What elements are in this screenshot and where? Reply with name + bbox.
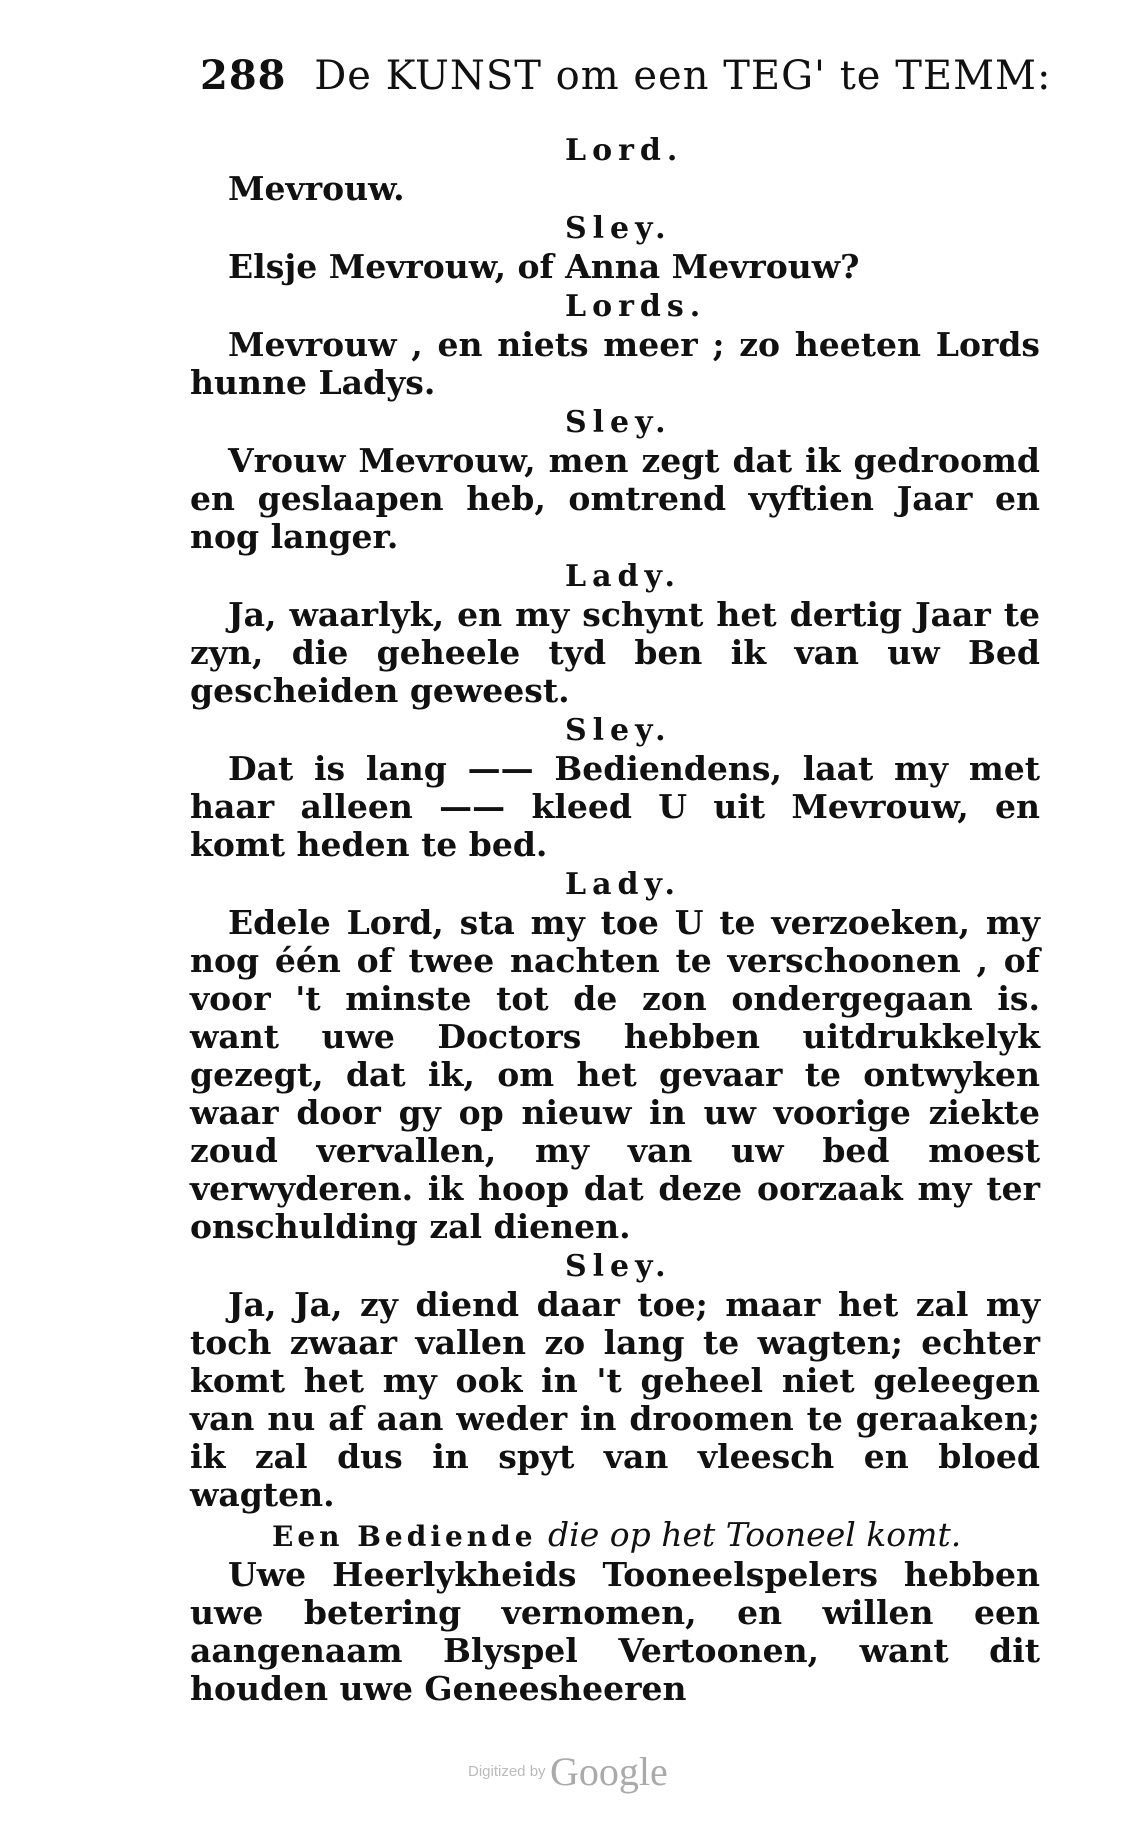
dialogue-paragraph: Ja, Ja, zy diend daar toe; maar het zal my toch zwaar vallen zo lang te wagten; echter komt het my ook in 't geheel niet geleegen van nu af aan weder in droomen te geraaken; ik zal dus in spyt van vleesch en bloed wagten. (190, 1285, 1040, 1514)
google-logo: Google (550, 1749, 668, 1794)
speaker-heading: Lady. (565, 867, 681, 902)
stage-direction (190, 1516, 1040, 1556)
dialogue-paragraph: Elsje Mevrouw, of Anna Mevrouw? (228, 247, 860, 286)
dialogue-paragraph: Mevrouw , en niets meer ; zo heeten Lords hunne Ladys. (190, 325, 1040, 402)
speaker-heading: Sley. (565, 405, 672, 440)
stage-direction-character: Een Bediende (272, 1520, 537, 1553)
page-number: 288 (200, 52, 287, 99)
digitized-by-text: Digitized by (468, 1763, 546, 1780)
dialogue-paragraph: Dat is lang —— Bediendens, laat my met haar alleen —— kleed U uit Mevrouw, en komt heden te bed. (190, 749, 1040, 864)
dialogue-paragraph: Ja, waarlyk, en my schynt het dertig Jaar te zyn, die geheele tyd ben ik van uw Bed gescheiden geweest. (190, 595, 1040, 710)
dialogue-paragraph: Uwe Heerlykheids Tooneelspelers hebben uwe betering vernomen, en willen een aangenaam Blyspel Vertoonen, want dit houden uwe Geneesheeren (190, 1555, 1040, 1708)
running-header (200, 52, 1052, 99)
speaker-heading: Sley. (565, 713, 672, 748)
play-text (190, 130, 1040, 1708)
speaker-heading: Lords. (565, 289, 707, 324)
speaker-heading: Lady. (565, 559, 681, 594)
digitized-watermark (468, 1748, 668, 1795)
speaker-heading: Sley. (565, 1249, 672, 1284)
speaker-heading: Lord. (565, 133, 684, 168)
dialogue-paragraph: Vrouw Mevrouw, men zegt dat ik gedroomd en geslaapen heb, omtrend vyftien Jaar en nog langer. (190, 441, 1040, 556)
running-title: De KUNST om een TEG' te TEMM: (314, 53, 1052, 99)
dialogue-paragraph: Mevrouw. (228, 169, 405, 208)
stage-direction-text: die op het Tooneel komt. (548, 1515, 962, 1554)
speaker-heading: Sley. (565, 211, 672, 246)
dialogue-paragraph: Edele Lord, sta my toe U te verzoeken, my nog één of twee nachten te verschoonen , of voor 't minste tot de zon ondergegaan is. want uwe Doctors hebben uitdrukkelyk gezegt, dat ik, om het gevaar te ontwyken waar door gy op nieuw in uw voorige ziekte zoud vervallen, my van uw bed moest verwyderen. ik hoop dat deze oorzaak my ter onschulding zal dienen. (190, 903, 1040, 1246)
